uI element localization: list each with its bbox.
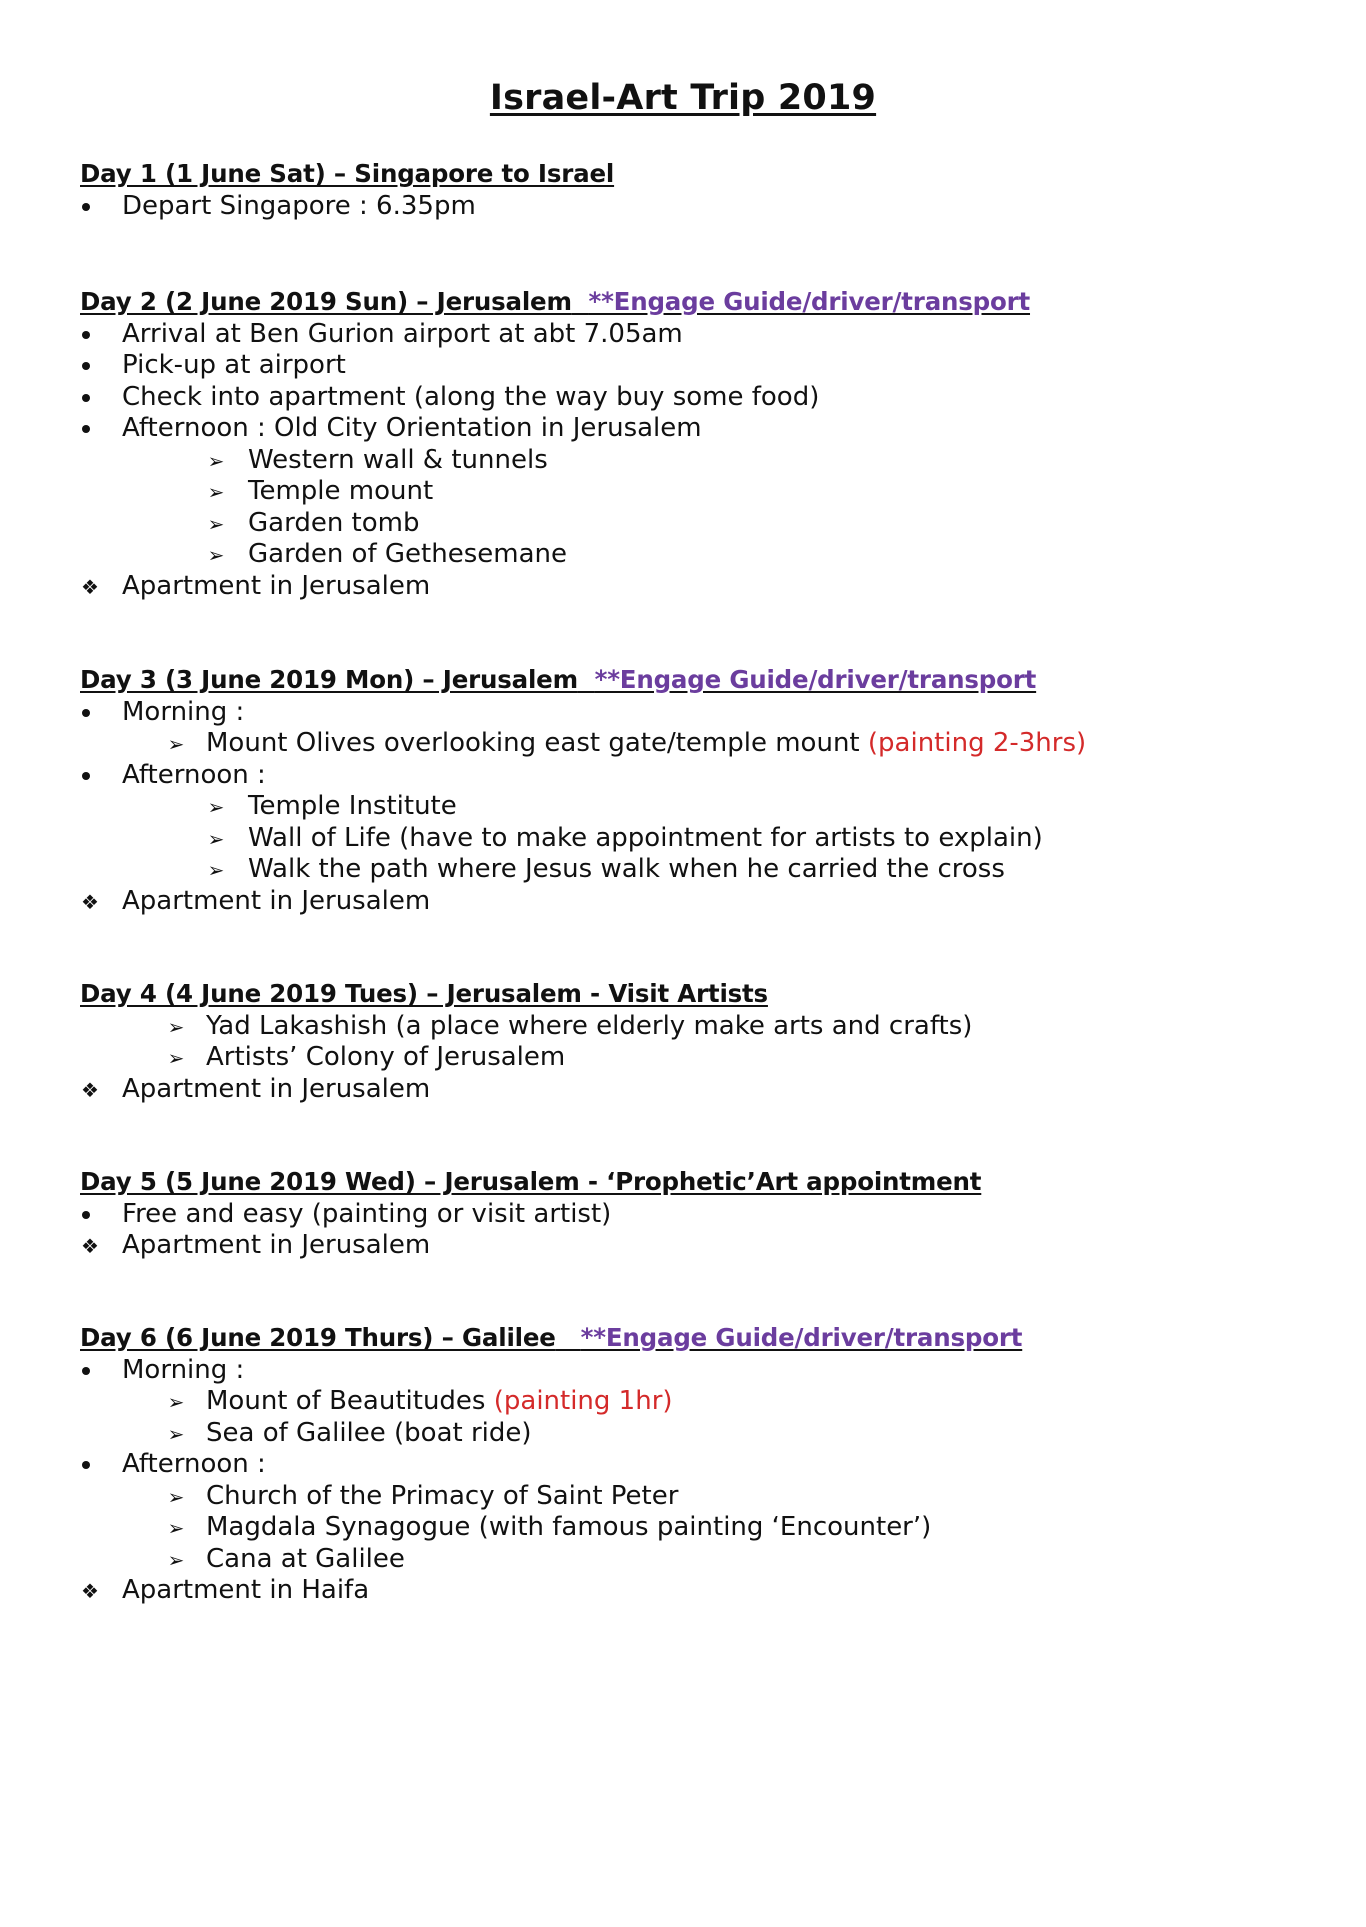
day-6-heading-text: Day 6 (6 June 2019 Thurs) – Galilee bbox=[80, 1323, 556, 1352]
day-6-sub-sea-of-galilee: Sea of Galilee (boat ride) bbox=[206, 1418, 532, 1448]
day-6-heading bbox=[80, 1322, 1022, 1354]
day-6-sub-beatitudes-text: Mount of Beautitudes bbox=[206, 1386, 486, 1416]
day-5-accommodation: Apartment in Jerusalem bbox=[122, 1230, 431, 1260]
day-3-sub-wall-of-life: Wall of Life (have to make appointment for artists to explain) bbox=[248, 823, 1043, 853]
day-6-sub-primacy-church: Church of the Primacy of Saint Peter bbox=[206, 1481, 679, 1511]
arrow-bullet-icon bbox=[204, 444, 228, 476]
day-5-heading: Day 5 (5 June 2019 Wed) – Jerusalem - ‘Prophetic’Art appointment bbox=[80, 1167, 982, 1196]
day-6-accommodation: Apartment in Haifa bbox=[122, 1575, 370, 1605]
day-3-sub-mount-olives-text: Mount Olives overlooking east gate/temple mount bbox=[206, 728, 860, 758]
day-2-accommodation: Apartment in Jerusalem bbox=[122, 571, 431, 601]
arrow-bullet-icon bbox=[164, 1511, 188, 1543]
day-4-accommodation: Apartment in Jerusalem bbox=[122, 1074, 431, 1104]
day-3-heading bbox=[80, 664, 1036, 696]
arrow-bullet-icon bbox=[164, 1385, 188, 1417]
day-1-heading: Day 1 (1 June Sat) – Singapore to Israel bbox=[80, 159, 615, 188]
arrow-bullet-icon bbox=[204, 822, 228, 854]
bullet-dot-icon bbox=[74, 349, 98, 381]
day-6-painting-note: (painting 1hr) bbox=[493, 1386, 673, 1416]
day-3-engage-note: **Engage Guide/driver/transport bbox=[594, 665, 1037, 694]
day-2-engage-note: **Engage Guide/driver/transport bbox=[588, 287, 1031, 316]
day-3-item-morning: Morning : bbox=[122, 697, 245, 727]
day-3-sub-temple-institute: Temple Institute bbox=[248, 791, 457, 821]
diamond-bullet-icon bbox=[78, 1229, 102, 1261]
day-2-heading-text: Day 2 (2 June 2019 Sun) – Jerusalem bbox=[80, 287, 572, 316]
bullet-dot-icon bbox=[74, 1198, 98, 1230]
day-3-accommodation: Apartment in Jerusalem bbox=[122, 886, 431, 916]
bullet-dot-icon bbox=[74, 318, 98, 350]
day-6-sub-magdala: Magdala Synagogue (with famous painting ‘Encounter’) bbox=[206, 1512, 932, 1542]
bullet-dot-icon bbox=[74, 759, 98, 791]
day-6-sub-beatitudes bbox=[206, 1385, 673, 1417]
day-6-sub-cana: Cana at Galilee bbox=[206, 1544, 405, 1574]
arrow-bullet-icon bbox=[204, 507, 228, 539]
day-3-item-afternoon: Afternoon : bbox=[122, 760, 266, 790]
day-2-sub-temple-mount: Temple mount bbox=[248, 476, 434, 506]
bullet-dot-icon bbox=[74, 696, 98, 728]
arrow-bullet-icon bbox=[164, 1041, 188, 1073]
bullet-dot-icon bbox=[74, 1448, 98, 1480]
day-4-sub-artists-colony: Artists’ Colony of Jerusalem bbox=[206, 1042, 566, 1072]
arrow-bullet-icon bbox=[204, 475, 228, 507]
day-2-item-afternoon: Afternoon : Old City Orientation in Jerusalem bbox=[122, 413, 702, 443]
bullet-dot-icon bbox=[74, 381, 98, 413]
day-2-item-arrival: Arrival at Ben Gurion airport at abt 7.05am bbox=[122, 319, 683, 349]
day-5-item-free-easy: Free and easy (painting or visit artist) bbox=[122, 1199, 612, 1229]
diamond-bullet-icon bbox=[78, 885, 102, 917]
arrow-bullet-icon bbox=[204, 853, 228, 885]
day-3-sub-walk-path: Walk the path where Jesus walk when he carried the cross bbox=[248, 854, 1005, 884]
diamond-bullet-icon bbox=[78, 1073, 102, 1105]
day-2-item-checkin: Check into apartment (along the way buy some food) bbox=[122, 382, 820, 412]
day-4-heading: Day 4 (4 June 2019 Tues) – Jerusalem - Visit Artists bbox=[80, 979, 768, 1008]
day-2-sub-gethesemane: Garden of Gethesemane bbox=[248, 539, 567, 569]
arrow-bullet-icon bbox=[164, 1010, 188, 1042]
arrow-bullet-icon bbox=[164, 1480, 188, 1512]
day-6-item-afternoon: Afternoon : bbox=[122, 1449, 266, 1479]
day-6-item-morning: Morning : bbox=[122, 1355, 245, 1385]
day-1-item-depart: Depart Singapore : 6.35pm bbox=[122, 191, 476, 221]
document-title: Israel-Art Trip 2019 bbox=[489, 78, 877, 118]
day-2-heading bbox=[80, 286, 1030, 318]
bullet-dot-icon bbox=[74, 1354, 98, 1386]
day-2-sub-garden-tomb: Garden tomb bbox=[248, 508, 420, 538]
arrow-bullet-icon bbox=[164, 1543, 188, 1575]
arrow-bullet-icon bbox=[164, 1417, 188, 1449]
bullet-dot-icon bbox=[74, 412, 98, 444]
day-2-item-pickup: Pick-up at airport bbox=[122, 350, 346, 380]
diamond-bullet-icon bbox=[78, 1574, 102, 1606]
day-2-sub-western-wall: Western wall & tunnels bbox=[248, 445, 548, 475]
arrow-bullet-icon bbox=[164, 727, 188, 759]
day-3-heading-text: Day 3 (3 June 2019 Mon) – Jerusalem bbox=[80, 665, 578, 694]
day-6-engage-note: **Engage Guide/driver/transport bbox=[580, 1323, 1023, 1352]
arrow-bullet-icon bbox=[204, 538, 228, 570]
arrow-bullet-icon bbox=[204, 790, 228, 822]
day-3-sub-mount-olives bbox=[206, 727, 1086, 759]
day-3-painting-note: (painting 2-3hrs) bbox=[867, 728, 1087, 758]
diamond-bullet-icon bbox=[78, 570, 102, 602]
day-4-sub-yad-lakashish: Yad Lakashish (a place where elderly make arts and crafts) bbox=[206, 1011, 973, 1041]
bullet-dot-icon bbox=[74, 190, 98, 222]
